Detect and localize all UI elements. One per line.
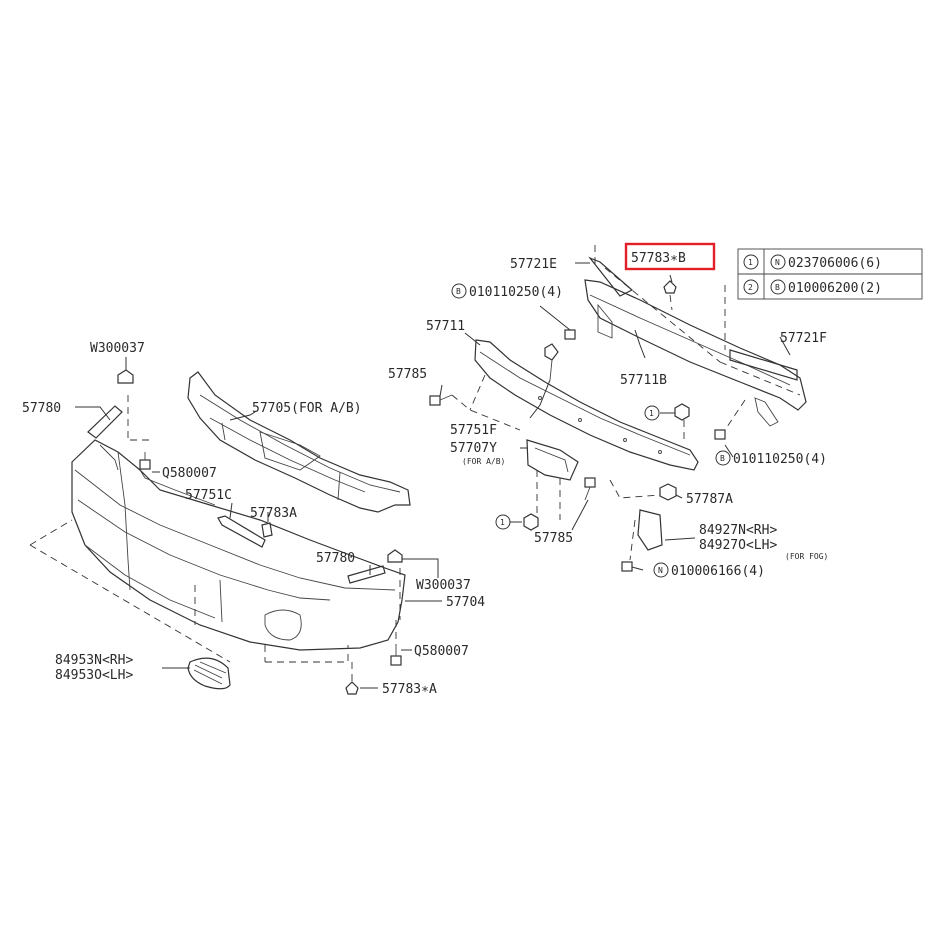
svg-text:B: B	[775, 283, 780, 292]
label-57783a: 57783∗A	[382, 682, 437, 697]
svg-text:N: N	[658, 566, 663, 575]
label-57705: 57705(FOR A/B)	[252, 401, 362, 416]
strip-57721f[interactable]	[730, 350, 797, 380]
label-for-fog: (FOR FOG)	[785, 552, 829, 561]
clip-57783a-small[interactable]	[262, 523, 272, 537]
mark-n-bottom	[654, 563, 668, 577]
bolt-q580007-bottom[interactable]	[391, 646, 401, 665]
label-010110250-right: 010110250(4)	[733, 452, 827, 467]
label-010006166: 010006166(4)	[671, 564, 765, 579]
label-q580007-top: Q580007	[162, 466, 217, 481]
svg-text:2: 2	[748, 283, 753, 292]
fog-bracket-84927[interactable]	[638, 510, 662, 550]
label-57707y: 57707Y	[450, 441, 497, 456]
label-57783a-small: 57783A	[250, 506, 297, 521]
label-57785-bottom: 57785	[534, 531, 574, 546]
strip-57780-mid[interactable]	[348, 566, 385, 583]
reinforcement-57711[interactable]	[475, 340, 698, 470]
mark-b-top	[452, 284, 466, 298]
svg-text:1: 1	[748, 258, 753, 267]
callout-1-top	[645, 406, 659, 420]
label-010110250-top: 010110250(4)	[469, 285, 563, 300]
pushpin-57783b[interactable]	[664, 281, 676, 293]
callout-1-bottom	[496, 515, 510, 529]
legend-row-2	[744, 280, 882, 296]
svg-text:B: B	[456, 287, 461, 296]
nut-1-bottom[interactable]	[524, 514, 538, 530]
label-57751f: 57751F	[450, 423, 497, 438]
label-57711b: 57711B	[620, 373, 667, 388]
label-w300037-top: W300037	[90, 341, 145, 356]
label-57707y-note: (FOR A/B)	[462, 457, 506, 466]
bolt-q580007-top[interactable]	[140, 452, 150, 469]
label-57780-mid: 57780	[316, 551, 356, 566]
label-57785-top: 57785	[388, 367, 428, 382]
fog-cover-84953[interactable]	[188, 658, 230, 689]
label-57751c: 57751C	[185, 488, 232, 503]
svg-text:N: N	[775, 258, 780, 267]
bracket-57707y[interactable]	[527, 440, 578, 480]
svg-text:1: 1	[500, 518, 505, 527]
label-w300037-mid: W300037	[416, 578, 471, 593]
clip-w300037-top[interactable]	[118, 370, 133, 383]
clip-w300037-mid[interactable]	[388, 550, 402, 562]
legend-code-2: 010006200(2)	[788, 281, 882, 296]
legend-code-1: 023706006(6)	[788, 256, 882, 271]
legend-table	[738, 249, 922, 299]
bolt-010110250-right[interactable]	[715, 430, 725, 439]
bolt-010110250-top[interactable]	[565, 330, 575, 339]
label-q580007-bottom: Q580007	[414, 644, 469, 659]
legend-row-1	[744, 255, 882, 271]
strip-57780-left[interactable]	[88, 406, 122, 438]
nut-1-top[interactable]	[675, 404, 689, 420]
label-84953o: 84953O<LH>	[55, 668, 134, 683]
reinforcement-57711b[interactable]	[585, 280, 806, 426]
nut-57787a[interactable]	[660, 484, 676, 500]
svg-text:1: 1	[649, 409, 654, 418]
mark-b-right	[716, 451, 730, 465]
label-57721e: 57721E	[510, 257, 557, 272]
label-57721f: 57721F	[780, 331, 827, 346]
label-84953n: 84953N<RH>	[55, 653, 134, 668]
pushpin-57783a[interactable]	[346, 682, 358, 694]
label-57711: 57711	[426, 319, 466, 334]
bolt-57785-bottom[interactable]	[585, 478, 595, 500]
svg-text:B: B	[720, 454, 725, 463]
left-dashed-guides	[30, 395, 400, 682]
label-57787a: 57787A	[686, 492, 733, 507]
label-57704: 57704	[446, 595, 486, 610]
bracket-57751f[interactable]	[545, 344, 558, 380]
bumper-face-57704[interactable]	[72, 440, 405, 650]
label-84927o: 84927O<LH>	[699, 538, 778, 553]
label-57780-left: 57780	[22, 401, 62, 416]
label-57783b[interactable]: 57783∗B	[631, 251, 686, 266]
bolt-57785-top[interactable]	[430, 395, 452, 405]
label-84927n: 84927N<RH>	[699, 523, 778, 538]
bolt-010006166[interactable]	[622, 562, 632, 571]
